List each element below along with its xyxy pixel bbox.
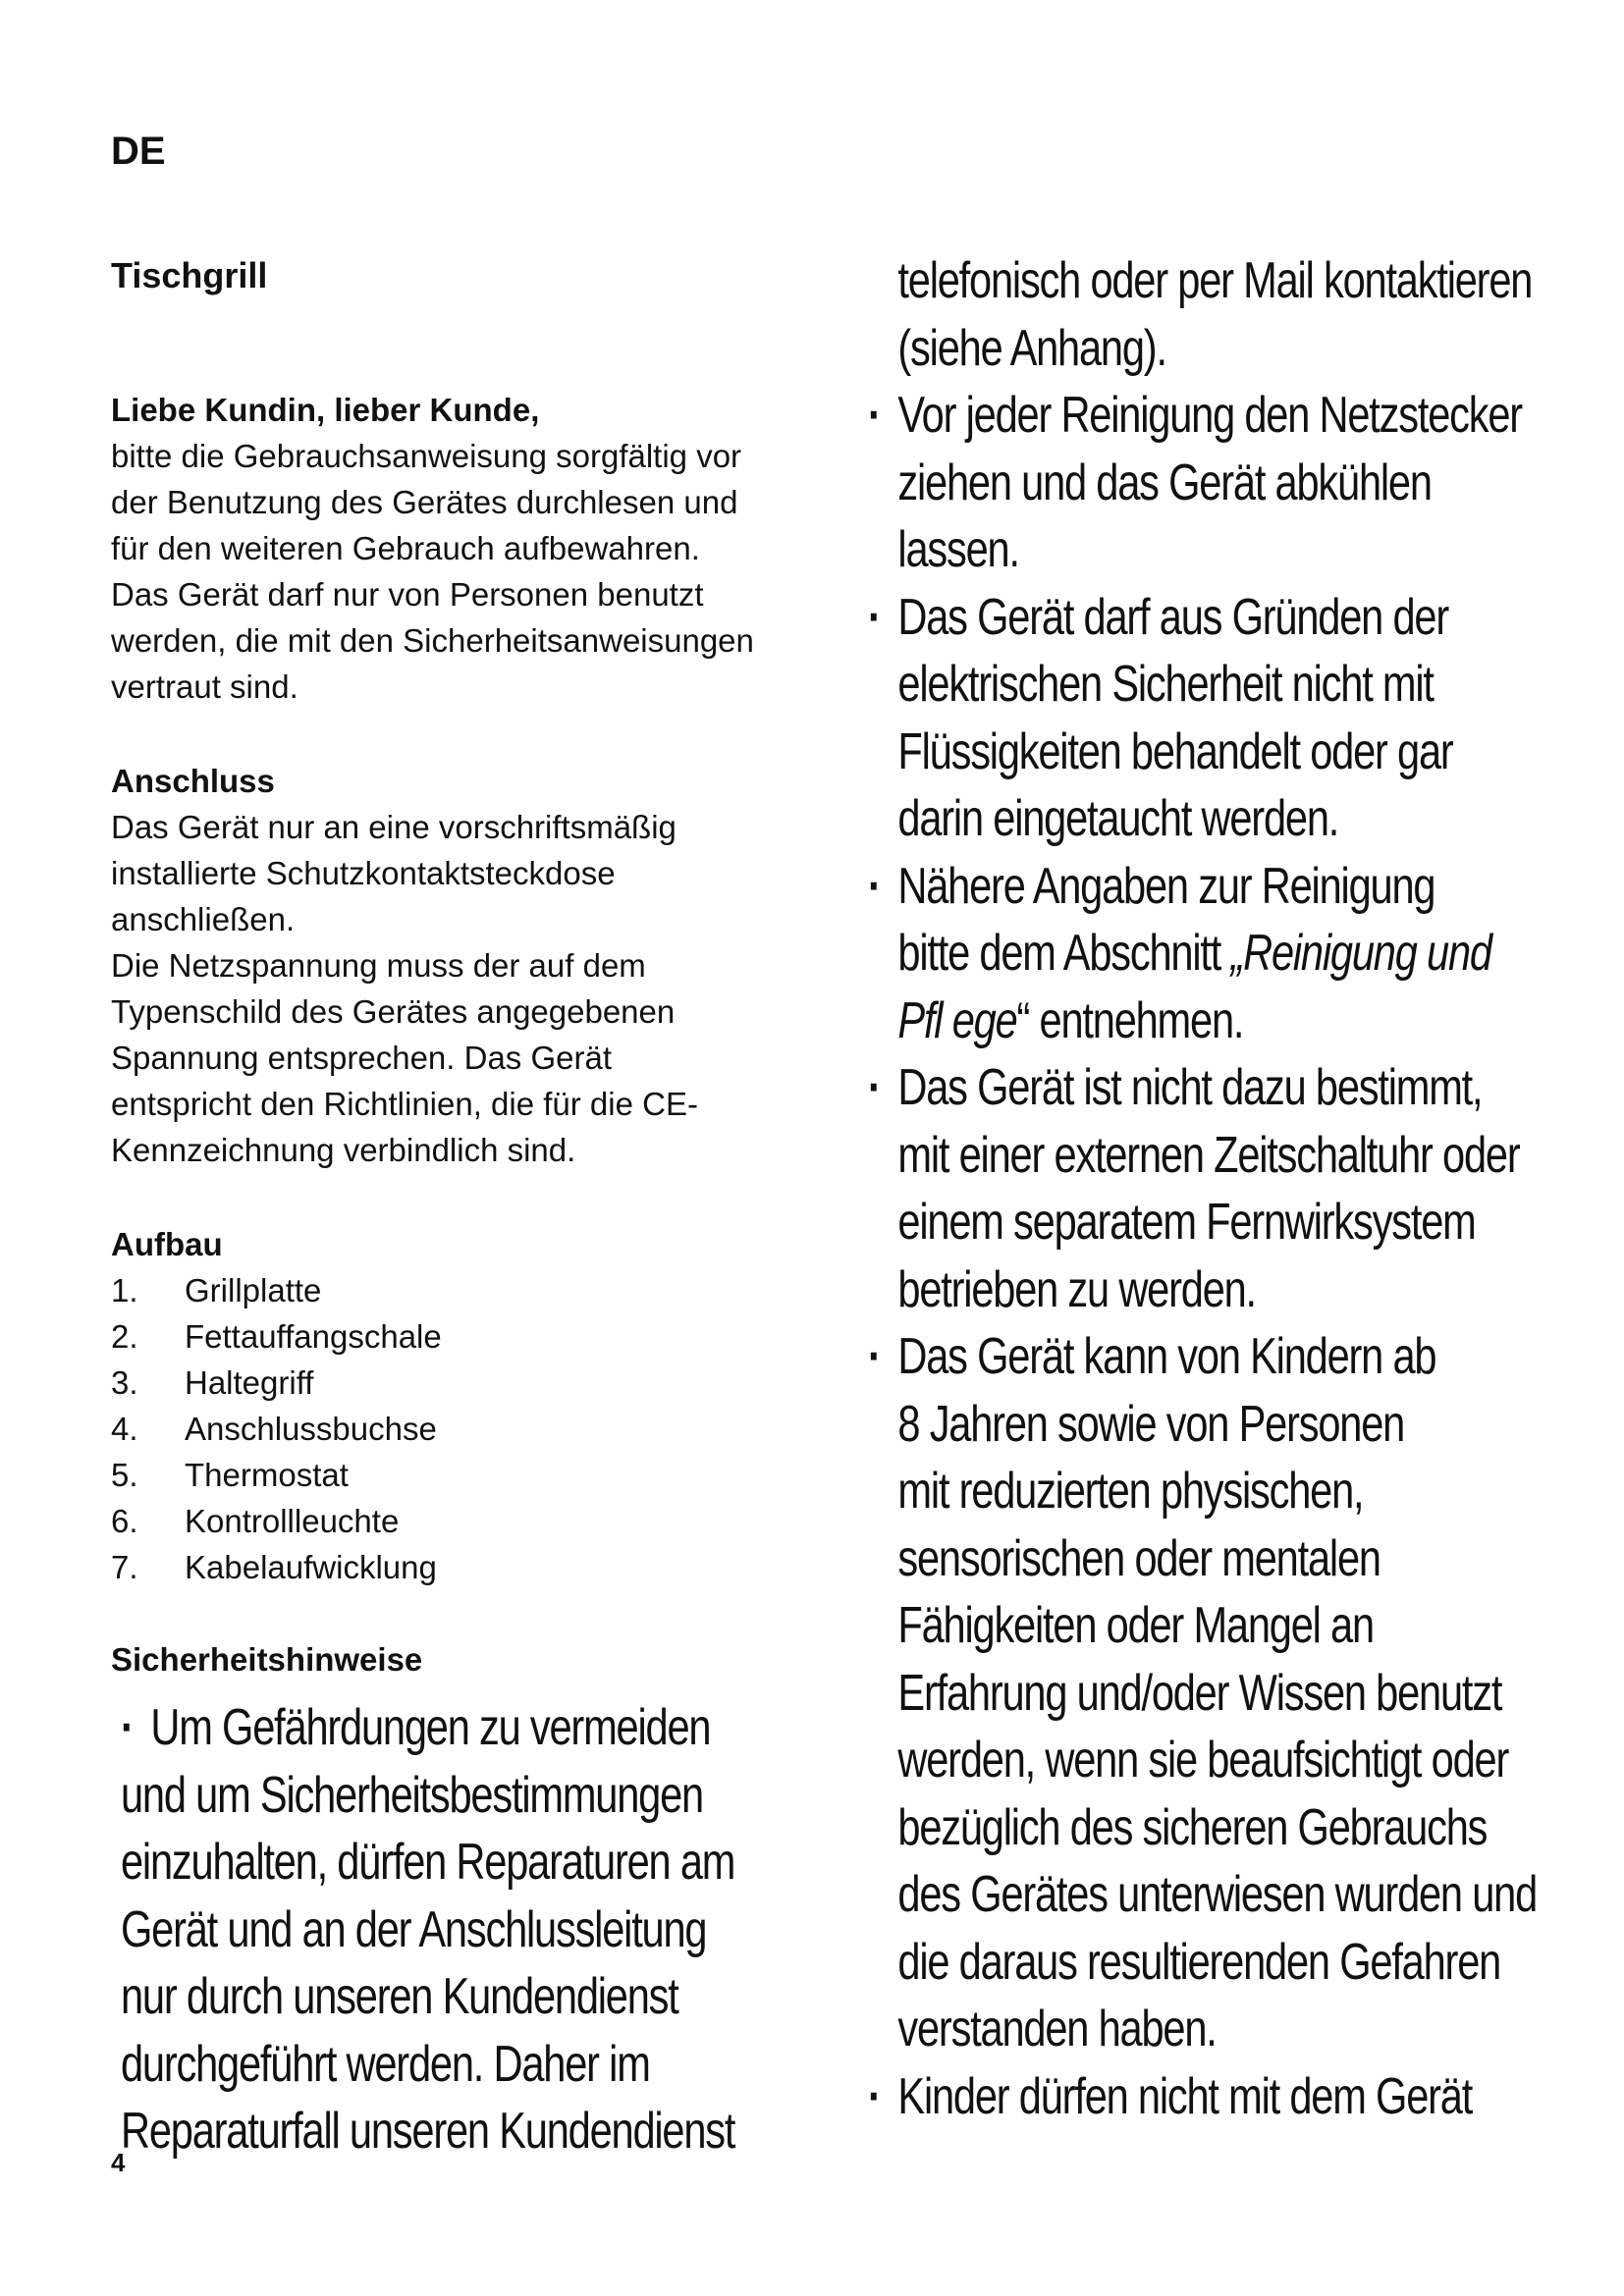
list-item: 3. Haltegriff xyxy=(111,1364,314,1401)
page-title: Tischgrill xyxy=(111,255,268,295)
bullet-icon: · xyxy=(868,588,881,646)
list-item: 7. Kabelaufwicklung xyxy=(111,1549,437,1585)
intro-line: werden, die mit den Sicherheitsanweisungen xyxy=(111,622,754,659)
anschluss-line: Typenschild des Gerätes angegebenen xyxy=(111,993,676,1030)
bullet-icon: · xyxy=(868,1059,881,1116)
language-code: DE xyxy=(111,130,166,173)
anschluss-line: Die Netzspannung muss der auf dem xyxy=(111,947,646,984)
intro-heading: Liebe Kundin, lieber Kunde, xyxy=(111,392,540,428)
aufbau-heading: Aufbau xyxy=(111,1226,223,1262)
list-item: 2. Fettauffangschale xyxy=(111,1318,442,1355)
safety-bullet-1: · Um Gefährdungen zu vermeiden und um Sicherheitsbestimmungen einzuhalten, dürfen Reparaturen am Gerät und an der Anschlussleitung nur durch unseren Kundendienst durchgeführt werden. Daher im Reparaturfall unseren Kundendienst xyxy=(121,1694,734,2165)
safety-bullet-2: · Vor jeder Reinigung den Netzstecker xyxy=(868,382,1537,450)
anschluss-section xyxy=(111,758,798,1173)
anschluss-heading: Anschluss xyxy=(111,763,275,799)
sicherheit-heading: Sicherheitshinweise xyxy=(111,1641,423,1678)
bullet-icon: · xyxy=(868,1328,881,1385)
intro-section xyxy=(111,387,798,710)
intro-line: der Benutzung des Gerätes durchlesen und xyxy=(111,484,738,520)
anschluss-line: Das Gerät nur an eine vorschriftsmäßig xyxy=(111,809,677,845)
list-item: 6. Kontrollleuchte xyxy=(111,1503,400,1539)
intro-line: für den weiteren Gebrauch aufbewahren. xyxy=(111,530,700,566)
intro-line: bitte die Gebrauchsanweisung sorgfältig vor xyxy=(111,438,742,474)
intro-line: vertraut sind. xyxy=(111,668,298,705)
anschluss-line: installierte Schutzkontaktsteckdose xyxy=(111,855,616,891)
safety-bullet-5: · Das Gerät ist nicht dazu bestimmt, xyxy=(868,1054,1537,1122)
list-item: 1. Grillplatte xyxy=(111,1272,322,1308)
anschluss-line: anschließen. xyxy=(111,901,296,937)
bullet-icon: · xyxy=(868,857,881,915)
list-item: 5. Thermostat xyxy=(111,1457,349,1493)
aufbau-section xyxy=(111,1221,798,1590)
anschluss-line: entspricht den Richtlinien, die für die CE- xyxy=(111,1086,698,1122)
safety-bullet-7: · Kinder dürfen nicht mit dem Gerät xyxy=(868,2063,1537,2131)
safety-bullet-3: · Das Gerät darf aus Gründen der xyxy=(868,584,1537,652)
safety-bullet-6: · Das Gerät kann von Kindern ab xyxy=(868,1323,1537,1391)
page-number: 4 xyxy=(111,2148,126,2177)
bullet-icon: · xyxy=(868,2067,881,2125)
right-column: telefonisch oder per Mail kontaktieren (siehe Anhang). · Vor jeder Reinigung den Netzstecker ziehen und das Gerät abkühlen lassen. · Das Gerät darf aus Gründen der elektrischen Sicherheit nicht mit Flüssigkeiten behandelt oder gar darin eingetaucht werden. · Nähere Angaben zur Reinigung bitte dem Abschnitt „Reinigung und Pfl ege“ entnehmen. · Das Gerät ist nicht dazu bestimmt, mit einer externen Zeitschaltuhr oder einem separatem Fernwirksystem betrieben zu werden. · Das Gerät kann von Kindern ab 8 Jahren sowie von Personen mit reduzierten physischen, sensorischen oder mentalen Fähigkeiten oder Mangel an Erfahrung und/oder Wissen benutzt werden, wenn sie beaufsichtigt oder bezüglich des sicheren Gebrauchs des Gerätes unterwiesen wurden und die daraus resultierenden Gefahren verstanden haben. · Kinder dürfen nicht mit dem Gerät xyxy=(868,247,1537,2130)
bullet-icon: · xyxy=(868,387,881,444)
bullet-icon: · xyxy=(121,1699,134,1756)
list-item: 4. Anschlussbuchse xyxy=(111,1411,437,1447)
safety-bullet-4: · Nähere Angaben zur Reinigung xyxy=(868,853,1537,921)
anschluss-line: Spannung entsprechen. Das Gerät xyxy=(111,1040,613,1076)
aufbau-list xyxy=(111,1267,798,1590)
intro-line: Das Gerät darf nur von Personen benutzt xyxy=(111,576,704,613)
anschluss-line: Kennzeichnung verbindlich sind. xyxy=(111,1132,576,1168)
